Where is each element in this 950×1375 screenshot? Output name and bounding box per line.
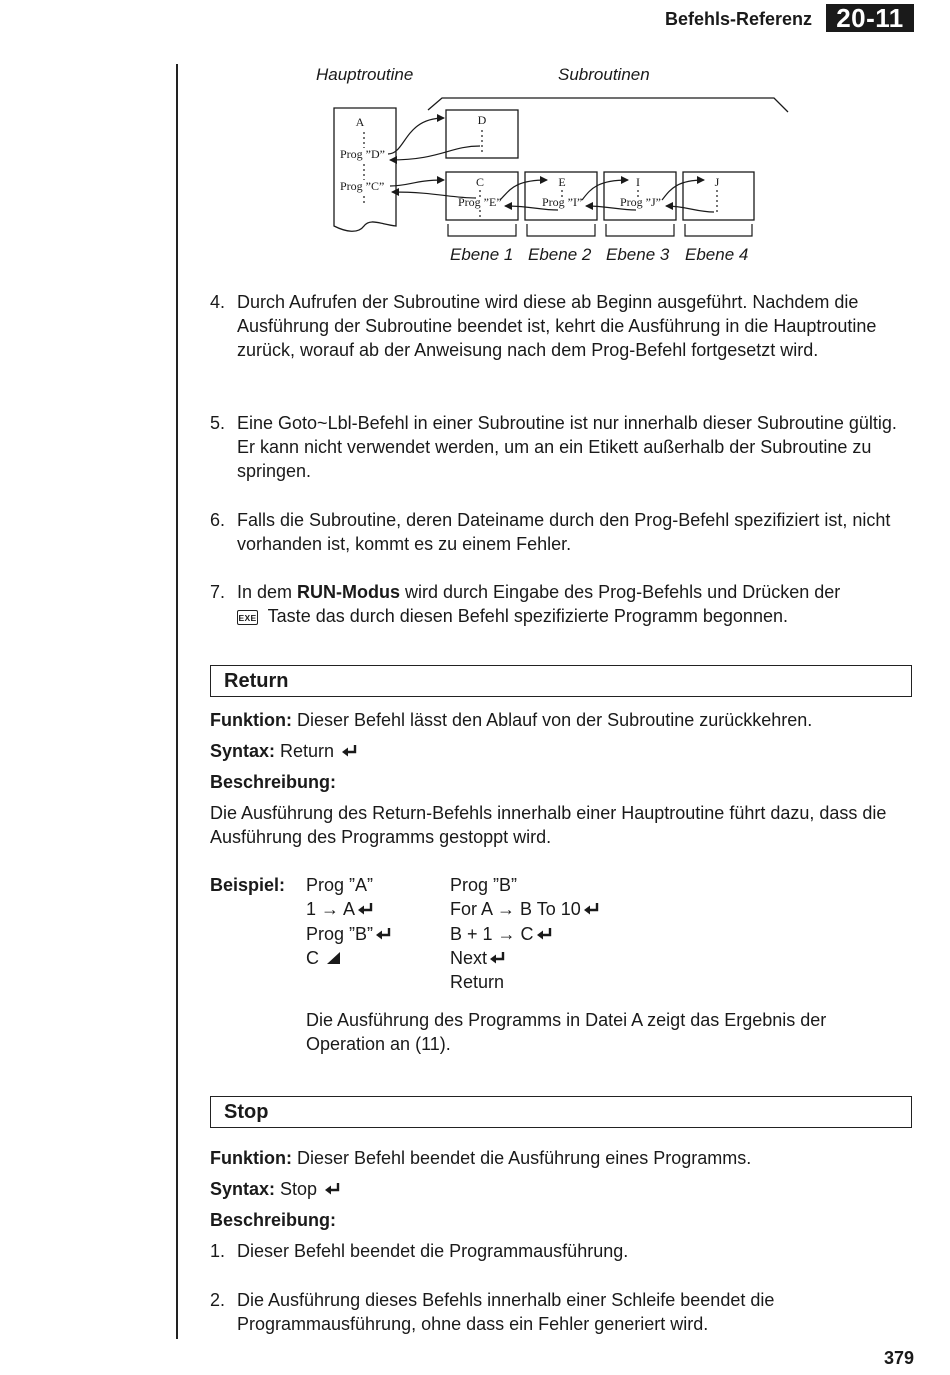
list-item [210,1239,910,1263]
item-number: 4. [210,292,226,312]
item-text: Durch Aufrufen der Subroutine wird diese ab Beginn ausgeführt. Nachdem die Ausführung der Subroutine beendet ist, kehrt die Ausführung in die Hauptroutine zurück, worauf ab der Anweisung nach dem Prog-Befehl fortgesetzt wird. [237,292,877,360]
item-number: 6. [210,510,226,530]
code-prog-a: Prog ”A” 1 → A Prog ”B” C [306,873,392,970]
display-result-icon [327,952,340,964]
box-i-letter: I [636,175,640,189]
level-2-label: Ebene 2 [528,245,592,264]
item-text: In dem RUN-Modus wird durch Eingabe des Prog-Befehls und Drücken der EXE Taste das durch diesen Befehl spezifizierte Programm begonnen. [237,582,841,626]
return-key-icon [489,951,506,965]
main-call-c: Prog ”C” [340,179,385,193]
return-key-icon [341,744,358,758]
stop-syntax: Syntax: Stop [210,1177,915,1201]
run-mode-term: RUN-Modus [297,582,401,602]
return-key-icon [536,927,553,941]
level-3-label: Ebene 3 [606,245,670,264]
level-1-label: Ebene 1 [450,245,514,264]
list-item [210,580,910,628]
subroutine-diagram [300,60,820,270]
return-key-icon [324,1182,341,1196]
label-hauptroutine: Hauptroutine [316,65,414,84]
return-key-icon [357,902,374,916]
code-prog-b: Prog ”B” For A → B To 10 B + 1 → C Next Return [450,873,600,994]
section-title-stop: Stop [210,1096,912,1128]
return-syntax: Syntax: Return [210,739,915,763]
return-funktion: Funktion: Dieser Befehl lässt den Ablauf von der Subroutine zurückkehren. [210,710,813,730]
list-item [210,290,910,362]
example-result-text: Die Ausführung des Programms in Datei A zeigt das Ergebnis der Operation an (11). [306,1010,827,1054]
box-e-call: Prog ”I” [542,195,583,209]
margin-rule [176,64,178,1339]
return-beschreibung-label: Beschreibung: [210,772,337,792]
box-e-letter: E [558,175,566,189]
item-text: Dieser Befehl beendet die Programmausführung. [237,1241,629,1261]
stop-beschreibung-label: Beschreibung: [210,1210,337,1230]
label-subroutinen: Subroutinen [558,65,650,84]
list-item [210,1288,910,1336]
page-number: 379 [883,1348,914,1368]
chapter-badge: 20-11 [826,4,914,32]
box-j-letter: J [714,175,720,189]
item-text: Die Ausführung dieses Befehls innerhalb einer Schleife beendet die Programmausführung, ohne dass ein Fehler generiert wird. [237,1290,775,1334]
stop-funktion: Funktion: Dieser Befehl beendet die Ausführung eines Programms. [210,1148,752,1168]
item-number: 1. [210,1241,226,1261]
return-beschreibung-text: Die Ausführung des Return-Befehls innerhalb einer Hauptroutine führt dazu, dass die Ausführung des Programms gestoppt wird. [210,803,887,847]
return-key-icon [375,927,392,941]
box-c-letter: C [475,175,485,189]
main-call-d: Prog ”D” [340,147,385,161]
item-text: Eine Goto~Lbl-Befehl in einer Subroutine ist nur innerhalb dieser Subroutine gültig. Er kann nicht verwendet werden, um an ein Etikett außerhalb der Subroutine zu springen. [237,413,897,481]
list-item [210,411,910,483]
main-routine-shape [334,108,396,231]
main-letter: A [355,115,365,129]
item-number: 2. [210,1290,226,1310]
item-number: 7. [210,582,226,602]
exe-key-icon: EXE [237,610,258,625]
running-header-title: Befehls-Referenz [664,9,812,29]
box-i-call: Prog ”J” [620,195,661,209]
beispiel-label: Beispiel: [210,875,286,895]
return-key-icon [583,902,600,916]
section-title-return: Return [210,665,912,697]
box-c-call: Prog ”E” [458,195,502,209]
level-4-label: Ebene 4 [685,245,749,264]
box-d-letter: D [477,113,487,127]
item-text: Falls die Subroutine, deren Dateiname durch den Prog-Befehl spezifiziert ist, nicht vorhanden ist, kommt es zu einem Fehler. [237,510,891,554]
item-number: 5. [210,413,226,433]
list-item [210,508,910,556]
